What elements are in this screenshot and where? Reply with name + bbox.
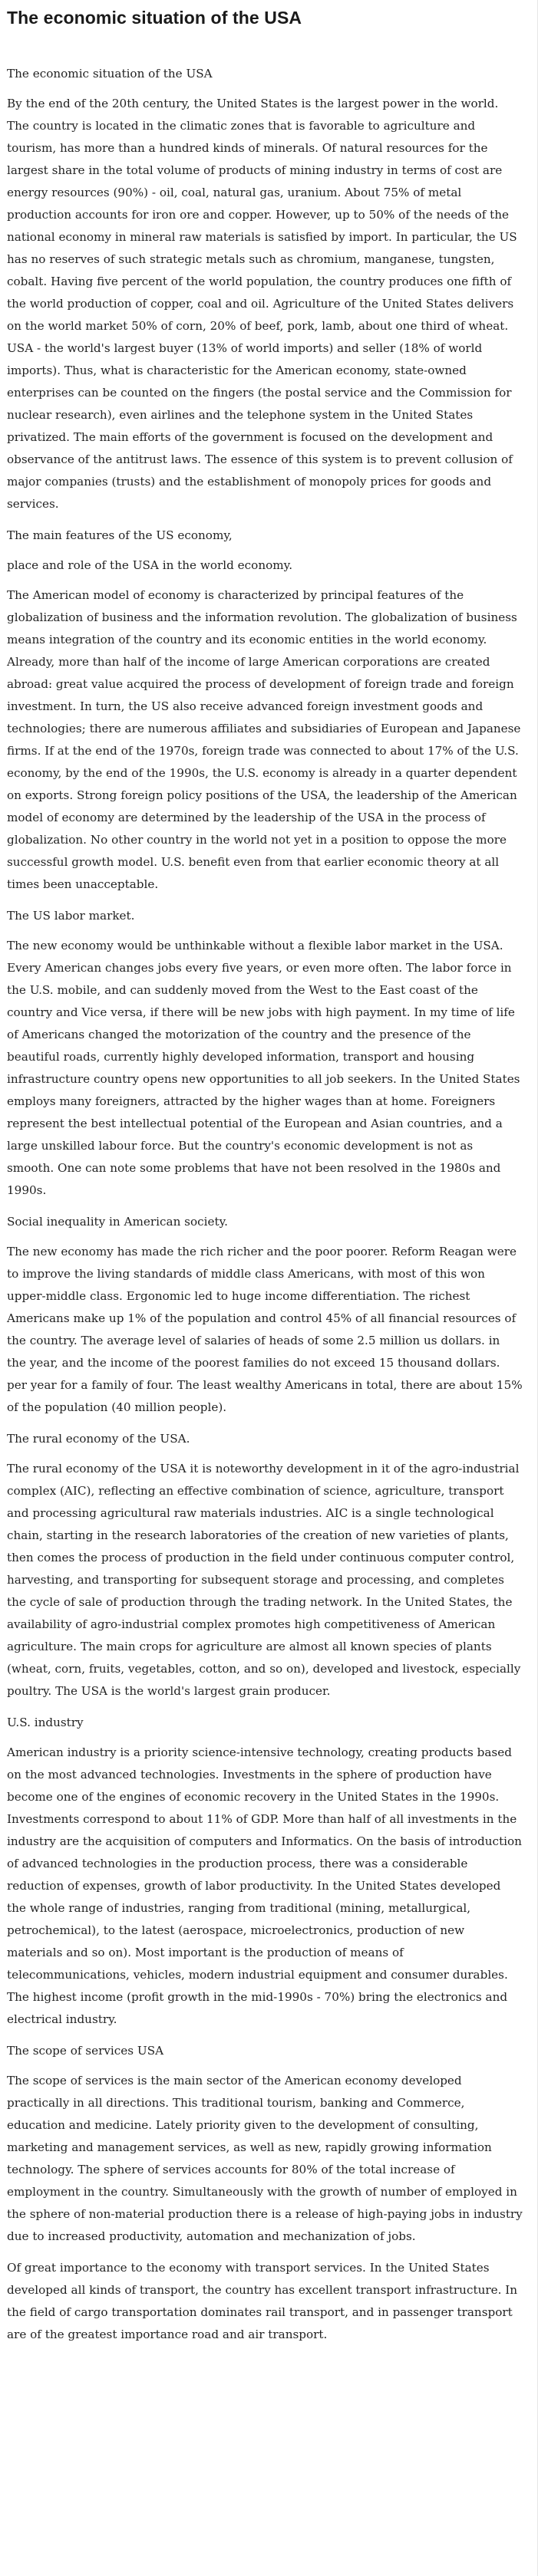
section-subheading-place-role: place and role of the USA in the world economy. bbox=[7, 558, 293, 572]
article-paragraph: The new economy would be unthinkable without a flexible labor market in the USA. Every American changes jobs every five years, or even more often. The labor force in the U.S. mobile, and can suddenly moved from the West to the East coast of the country and Vice versa, if there will be new jobs with high payment. In my time of life of Americans changed the motorization of the country and the presence of the beautiful roads, currently highly developed information, transport and housing infrastructure country opens new opportunities to all job seekers. In the United States employs many foreigners, attracted by the higher wages than at home. Foreigners represent the best intellectual potential of the European and Asian countries, and a large unskilled labour force. But the country's economic development is not as smooth. One can note some problems that have not been resolved in the 1980s and 1990s. bbox=[7, 939, 520, 1197]
section-heading-labor-market: The US labor market. bbox=[7, 909, 135, 923]
article-paragraph: Of great importance to the economy with transport services. In the United States developed all kinds of transport, the country has excellent transport infrastructure. In the field of cargo transportation dominates rail transport, and in passenger transport are of the greatest importance road and air transport. bbox=[7, 2261, 518, 2341]
article-paragraph: American industry is a priority science-intensive technology, creating products based on the most advanced technologies. Investments in the sphere of production have become one of the engines of economic recovery in the United States in the 1990s. Investments correspond to about 11% of GDP. More than half of all investments in the industry are the acquisition of computers and Informatics. On the basis of introduction of advanced technologies in the production process, there was a considerable reduction of expenses, growth of labor productivity. In the United States developed the whole range of industries, ranging from traditional (mining, metallurgical, petrochemical), to the latest (aerospace, microelectronics, production of new materials and so on). Most important is the production of means of telecommunications, vehicles, modern industrial equipment and consumer durables. The highest income (profit growth in the mid-1990s - 70%) bring the electronics and electrical industry. bbox=[7, 1745, 522, 2026]
section-heading-social-inequality: Social inequality in American society. bbox=[7, 1215, 228, 1229]
article-paragraph: The new economy has made the rich richer and the poor poorer. Reform Reagan were to improve the living standards of middle class Americans, with most of this won upper-middle class. Ergonomic led to huge income differentiation. The richest Americans make up 1% of the population and control 45% of all financial resources of the country. The average level of salaries of heads of some 2.5 million us dollars. in the year, and the income of the poorest families do not exceed 15 thousand dollars. per year for a family of four. The least wealthy Americans in total, there are about 15% of the population (40 million people). bbox=[7, 1245, 523, 1414]
section-heading-main-features: The main features of the US economy, bbox=[7, 528, 233, 542]
section-heading-rural-economy: The rural economy of the USA. bbox=[7, 1432, 190, 1446]
article-paragraph: The American model of economy is characterized by principal features of the globalization of business and the information revolution. The globalization of business means integration of the country and its economic entities in the world economy. Already, more than half of the income of large American corporations are created abroad: great value acquired the process of development of foreign trade and foreign investment. In turn, the US also receive advanced foreign investment goods and technologies; there are numerous affiliates and subsidiaries of European and Japanese firms. If at the end of the 1970s, foreign trade was connected to about 17% of the U.S. economy, by the end of the 1990s, the U.S. economy is already in a quarter dependent on exports. Strong foreign policy positions of the USA, the leadership of the American model of economy are determined by the leadership of the USA in the process of globalization. No other country in the world not yet in a position to oppose the more successful growth model. U.S. benefit even from that earlier economic theory at all times been unacceptable. bbox=[7, 588, 521, 891]
article-paragraph: The rural economy of the USA it is noteworthy development in it of the agro-industrial complex (AIC), reflecting an effective combination of science, agriculture, transport and processing agricultural raw materials industries. AIC is a single technological chain, starting in the research laboratories of the creation of new varieties of plants, then comes the process of production in the field under continuous computer control, harvesting, and transporting for subsequent storage and processing, and completes the cycle of sale of production through the trading network. In the United States, the availability of agro-industrial complex promotes high competitiveness of American agriculture. The main crops for agriculture are almost all known species of plants (wheat, corn, fruits, vegetables, cotton, and so on), developed and livestock, especially poultry. The USA is the world's largest grain producer. bbox=[7, 1462, 521, 1698]
article-paragraph: The scope of services is the main sector of the American economy developed practically in all directions. This traditional tourism, banking and Commerce, education and medicine. Lately priority given to the development of consulting, marketing and management services, as well as new, rapidly growing information technology. The sphere of services accounts for 80% of the total increase of employment in the country. Simultaneously with the growth of number of employed in the sphere of non-material production there is a release of high-paying jobs in industry due to increased productivity, automation and mechanization of jobs. bbox=[7, 2074, 523, 2243]
section-heading-services: The scope of services USA bbox=[7, 2044, 164, 2058]
article-paragraph: By the end of the 20th century, the United States is the largest power in the world. The country is located in the climatic zones that is favorable to agriculture and tourism, has more than a hundred kinds of minerals. Of natural resources for the largest share in the total volume of products of mining industry in terms of cost are energy resources (90%) - oil, coal, natural gas, uranium. About 75% of metal production accounts for iron ore and copper. However, up to 50% of the needs of the national economy in mineral raw materials is satisfied by import. In particular, the US has no reserves of such strategic metals such as chromium, manganese, tungsten, cobalt. Having five percent of the world population, the country produces one fifth of the world production of copper, coal and oil. Agriculture of the United States delivers on the world market 50% of corn, 20% of beef, pork, lamb, about one third of wheat. USA - the world's largest buyer (13% of world imports) and seller (18% of world imports). Thus, what is characteristic for the American economy, state-owned enterprises can be counted on the fingers (the postal service and the Commission for nuclear research), even airlines and the telephone system in the United States privatized. The main efforts of the government is focused on the development and observance of the antitrust laws. The essence of this system is to prevent collusion of major companies (trusts) and the establishment of monopoly prices for goods and services. bbox=[7, 97, 517, 511]
article-body bbox=[7, 63, 523, 2355]
article-heading: The economic situation of the USA bbox=[7, 67, 213, 81]
section-heading-industry: U.S. industry bbox=[7, 1716, 84, 1729]
page-title: The economic situation of the USA bbox=[7, 8, 302, 28]
